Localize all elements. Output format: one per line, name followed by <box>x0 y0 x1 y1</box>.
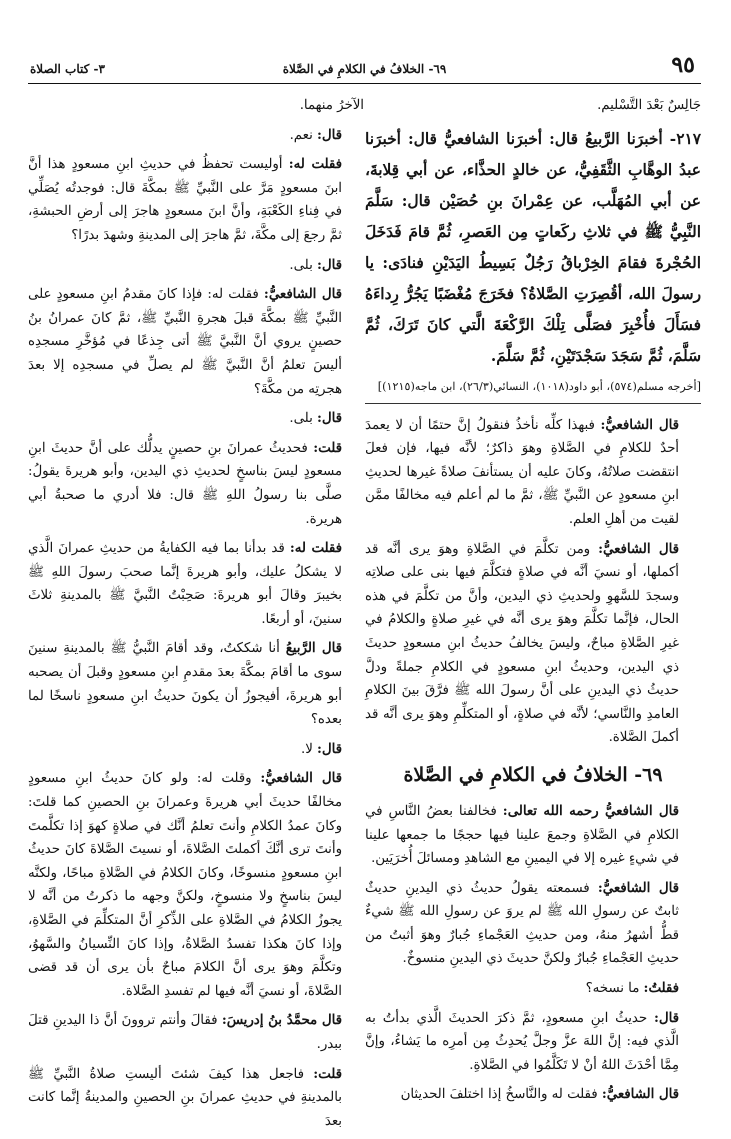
paragraph-text: فحديثُ عمرانَ بنِ حصينٍ يدلُّك على أنَّ حديثَ ابنِ مسعودٍ ليسَ بناسخٍ لحديثِ ذي اليدين، وأبو هريرةَ يقولُ: صلَّى بنا رسولُ اللهِ ﷺ قال: فلا أدري ما صحبةُ أبي هريرة. <box>28 440 342 527</box>
paragraph <box>365 1083 701 1107</box>
continuation-fragment: الآخرُ منهما. <box>299 98 364 113</box>
paragraph <box>28 537 364 631</box>
right-column <box>365 94 701 1113</box>
speaker: قال الشافعيُّ رحمه الله تعالى: <box>502 803 679 819</box>
speaker: قلت: <box>313 440 342 456</box>
speaker: قال الشافعيُّ: <box>600 417 679 433</box>
paragraph-text: لا. <box>300 741 313 757</box>
speaker: قال: <box>317 127 342 143</box>
paragraph-text: أوليست تحفظُ في حديثِ ابنِ مسعودٍ هذا أنَّ ابنَ مسعودٍ مَرَّ على النَّبيِّ ﷺ بمكَّةَ قال: فوجدتُه يُصَلِّي في فِناءِ الكَعْبَةِ، وأنَّ ابنَ مسعودٍ هاجرَ إلى أرضِ الحبشةِ، ثمَّ رجعَ إلى مكَّةَ، ثمَّ هاجرَ إلى المدينةِ وشهدَ بدرًا؟ <box>28 157 342 243</box>
paragraph <box>28 1063 364 1134</box>
left-column <box>28 94 364 1139</box>
paragraph <box>365 877 701 971</box>
speaker: قال الشافعيُّ: <box>598 541 679 557</box>
page-header <box>28 52 701 84</box>
paragraph-text: ما نسخه؟ <box>585 981 640 997</box>
paragraph <box>28 124 364 148</box>
paragraph-text: فخالفنا بعضُ النَّاسِ في الكلامِ في الصَّلاةِ وجمعَ علينا فيها حججًا ما جمعها علينا في شيءٍ غيره إلا في اليمينِ مع الشاهدِ ومسائلَ أُخرَيَين. <box>365 803 679 867</box>
speaker: قال الشافعيُّ: <box>601 1087 679 1103</box>
speaker: قال: <box>317 411 342 427</box>
paragraph-text: فبهذا كلِّه نأخذُ فنقولُ إنَّ حتمًا أن لا يعمدَ أحدٌ للكلامِ في الصَّلاةِ وهوَ ذاكرٌ؛ لأنَّه فيها، فإن فعلَ انتقضت صلاتُهُ، وكانَ عليه أن يستأنفَ صلاةً غيرها لحديثِ ابنِ مسعودٍ عن النَّبيِّ ﷺ، ثمَّ ما لم أعلم فيه مخالفًا ممَّن لقيت من أهلِ العلم. <box>365 417 679 527</box>
paragraph <box>28 637 364 731</box>
paragraph <box>28 153 364 247</box>
paragraph-text: فقلت له: فإذا كانَ مقدمُ ابنِ مسعودٍ على النَّبيِّ ﷺ بمكَّةَ قبلَ هجرةِ النَّبيِّ ﷺ، ثمَّ كانَ عمرانُ بنُ حصينٍ يروي أنَّ النَّبيَّ ﷺ أتى جِذعًا في مُؤخَّرِ مسجدِه أليسَ تعلمُ أنَّ النَّبيَّ ﷺ لم يصلِّ في مسجدِه إلا بعدَ هجرتِه من مكَّةَ؟ <box>28 287 342 397</box>
speaker: قال محمَّدُ بنُ إدريسَ: <box>221 1013 342 1029</box>
paragraph-text: فقالَ وأنتم تروونَ أنَّ ذا اليدينِ قتلَ ببدر. <box>28 1013 342 1052</box>
opening-fragment: جَالِسٌ بَعْدَ التَّسْليم. <box>597 98 701 113</box>
paragraph-text: وقلت له: ولو كانَ حديثُ ابنِ مسعودٍ مخالفًا حديثَ أبي هريرةَ وعمرانَ بنِ الحصينِ كما قلتَ: وكانَ عمدُ الكلامِ وأنتَ تعلمُ أنَّك في صلاةٍ كهوَ إذا تكلَّمتَ وأنتَ ترى أنَّكَ أكملتَ الصَّلاةَ، أو نسيتَ الصَّلاةَ كانَ حديثُ ابنِ مسعودٍ منسوخًا، وكانَ الكلامُ في الصَّلاةِ مباحًا، ولكنَّه ليسَ بناسخٍ ولا منسوخٍ، ولكنَّ وجهه ما ذكرتُ من أنَّه لا يجوزُ الكلامُ في الصَّلاةِ على الذِّكرِ أنَّ المتكلِّمَ في الصَّلاةِ، وإذا كانَ هكذا تفسدُ الصَّلاةُ، وإذا كانَ النِّسيانُ والسَّهوُ، وتكلَّمَ وهوَ يرى أنَّ الكلامَ مباحٌ بأن يرى أن قد قضى الصَّلاةَ، أو نسيَ أنَّه فيها لم تفسدِ الصَّلاة. <box>28 771 342 999</box>
paragraph <box>28 437 364 531</box>
paragraph <box>28 1009 364 1056</box>
paragraph <box>365 1007 701 1078</box>
paragraph <box>365 538 701 750</box>
hadith-217: ٢١٧- أخبرَنا الرَّبيعُ قال: أخبرَنا الشافعيُّ قال: أخبرَنا عبدُ الوهَّابِ الثَّقَفِيُّ، عن خالدٍ الحذَّاء، عن أبي قِلابةَ، عن أبي المُهَلَّب، عن عِمْرانَ بنِ حُصَيْن قال: سَلَّمَ النَّبِيُّ ﷺ في ثلاثِ ركَعاتٍ مِن العَصرِ، ثُمَّ قامَ فَدَخَلَ الحُجْرةَ فقامَ الخِرْباقُ رَجُلٌ بَسِيطُ اليَدَيْنِ فنادَى: يا رسولَ الله، أقُصِرَتِ الصَّلاةُ؟ فخَرَجَ مُغْضَبًا يَجُرُّ رِداءَهُ فسَأَلَ فأُخْبِرَ فصَلَّى تِلْكَ الرَّكْعَةَ الَّتي كانَ تَرَكَ، ثُمَّ سَلَّمَ، ثُمَّ سَجَدَ سَجْدَتَيْنِ، ثُمَّ سَلَّمَ. <box>365 129 701 365</box>
paragraph-text: نعم. <box>289 127 313 143</box>
running-book-title: ٣- كتاب الصلاة <box>30 62 105 76</box>
paragraph-text: بلى. <box>289 257 313 273</box>
header-rule <box>28 83 701 84</box>
speaker: قال الشافعيُّ: <box>597 880 680 896</box>
chapter-heading: ٦٩- الخلافُ في الكلامِ في الصَّلاة <box>403 763 663 786</box>
paragraph-text: أنا شككتُ، وقد أقامَ النَّبيُّ ﷺ بالمدينةِ سنينَ سوى ما أقامَ بمكَّةَ بعدَ مقدمِ ابنِ مسعودٍ وقبلَ أن يصحبه أبو هريرةَ، أفيجوزُ أن يكونَ حديثُ ابنِ مسعودٍ ناسخًا لما بعده؟ <box>28 641 342 728</box>
speaker: قال: <box>317 741 342 757</box>
paragraph <box>365 800 701 871</box>
paragraph-text: ومن تكلَّمَ في الصَّلاةِ وهوَ يرى أنَّه قد أكملها، أو نسيَ أنَّه في صلاةٍ فتكلَّمَ فيها بنى على صلاتِه وسجدَ للسَّهوِ ولحديثِ ذي اليدين، وأنَّ من تكلَّمَ في هذه الحال، فإنَّما تكلَّمَ وهوَ يرى أنَّه في غيرِ صلاةٍ والكلامُ في غيرِ الصَّلاةِ مباحٌ، وليسَ يخالفُ حديثُ ابنِ مسعودٍ حديثَ ذي اليدين، وحديثُ ابنِ مسعودٍ في الكلامِ جملةً ودلَّ حديثُ ذي اليدينِ على أنَّ رسولَ الله ﷺ فرَّقَ بينَ الكلامِ العامدِ والنَّاسي؛ لأنَّه في صلاةٍ، أو المتكلِّمِ وهوَ يرى أنَّه قد أكملَ الصَّلاة. <box>365 541 679 746</box>
speaker: قال: <box>317 257 342 273</box>
running-chapter-title: ٦٩- الخلافُ في الكلامِ في الصَّلاة <box>282 62 447 76</box>
paragraph <box>28 407 364 431</box>
paragraph-text: حديثُ ابنِ مسعودٍ، ثمَّ ذكرَ الحديثَ الَّذي بدأتُ به الَّذي فيه: إنَّ اللهَ عزَّ وجلَّ يُحدِثُ مِن أمرِه ما يَشاءُ، وإنَّ مِمَّا أحْدَثَ اللهُ أنْ لا تَكَلَّمُوا في الصَّلاةِ. <box>365 1010 679 1073</box>
paragraph-text: فاجعل هذا كيفَ شئتَ أليستِ صلاةُ النَّبيِّ ﷺ بالمدينةِ في حديثِ عمرانَ بنِ الحصينِ والمدينةُ إنَّما كانت بعدَ <box>28 1066 342 1129</box>
speaker: قال: <box>654 1010 679 1026</box>
speaker: فقلتُ: <box>643 981 679 997</box>
speaker: فقلت له: <box>288 157 342 173</box>
paragraph <box>28 738 364 762</box>
paragraph-text: بلى. <box>289 411 313 427</box>
hadith-source: [أخرجه مسلم(٥٧٤)، أبو داود(١٠١٨)، النسائي(٢٦/٣)، ابن ماجه(١٢١٥)] <box>377 379 701 393</box>
speaker: قال الشافعيُّ: <box>263 287 342 303</box>
speaker: قال الرَّبيعُ <box>285 641 342 657</box>
speaker: فقلت له: <box>289 541 343 557</box>
paragraph-text: فقلت له والنَّاسخُ إذا اختلفَ الحديثان <box>400 1087 598 1103</box>
speaker: قلت: <box>313 1066 342 1082</box>
page-number: ٩٥ <box>671 52 695 78</box>
hadith-divider <box>365 403 701 404</box>
paragraph <box>28 767 364 1003</box>
paragraph <box>365 977 701 1001</box>
paragraph <box>365 414 701 532</box>
paragraph-text: قد بدأنا بما فيه الكفايةُ من حديثِ عمرانَ الَّذي لا يشكلُ عليك، وأبو هريرةَ إنَّما صحبَ رسولَ اللهِ ﷺ بخيبرَ وقالَ أبو هريرةَ: صَحِبْتُ النَّبيَّ ﷺ بالمدينةِ ثلاثَ سنينَ، أو أربعًا. <box>28 541 342 627</box>
paragraph-text: فسمعته يقولُ حديثُ ذي اليدينِ حديثٌ ثابتٌ عن رسولِ الله ﷺ لم يروَ عن رسولِ الله ﷺ شيءٌ قطُّ أشهرُ منهُ، ومن حديثِ العَجْماءِ جُبارٌ وهوَ أثبتُ من حديثِ العَجْماءِ جُبارٌ ولكنَّ حديثَ ذي اليدينِ منسوخٌ. <box>365 880 679 967</box>
paragraph <box>28 283 364 401</box>
speaker: قال الشافعيُّ: <box>260 771 342 787</box>
paragraph <box>28 254 364 278</box>
